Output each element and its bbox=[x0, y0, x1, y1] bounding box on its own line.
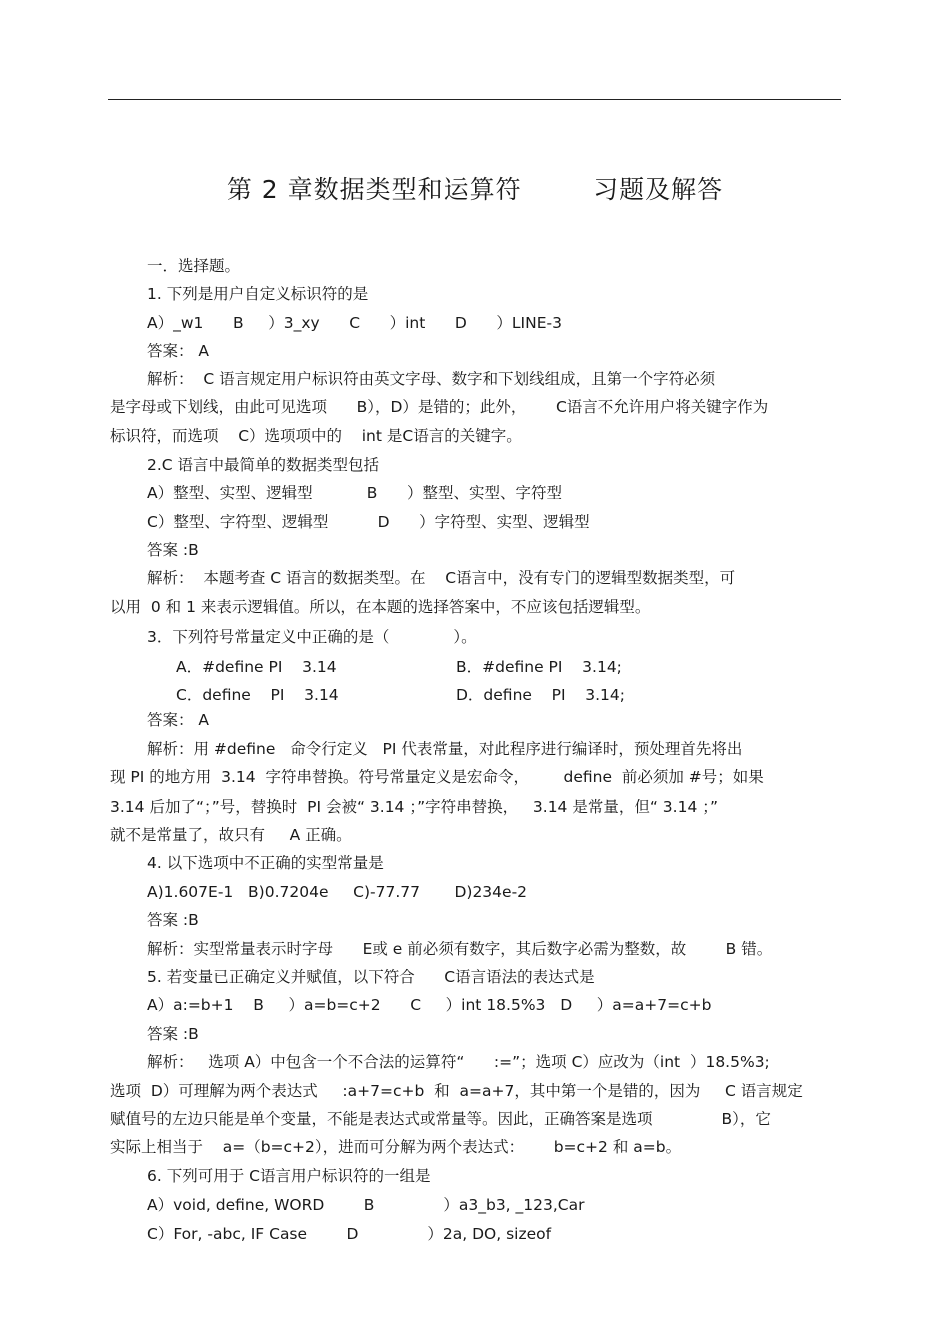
question-6: 6. 下列可用于 C语言用户标识符的一组是 bbox=[147, 1167, 431, 1185]
question-5-explanation: 选项 D）可理解为两个表达式 :a+7=c+b 和 a=a+7，其中第一个是错的，因为 C 语言规定 bbox=[110, 1082, 803, 1100]
question-3-option-c: C．define PI 3.14 bbox=[176, 686, 339, 704]
question-5-explanation: 解析： 选项 A）中包含一个不合法的运算符“ :=”；选项 C）应改为（int ）18.5%3; bbox=[147, 1053, 770, 1071]
question-4-answer: 答案 :B bbox=[147, 911, 199, 929]
question-5-answer: 答案 :B bbox=[147, 1025, 199, 1043]
section-heading: 一．选择题。 bbox=[147, 257, 241, 275]
question-3-option-d: D．define PI 3.14; bbox=[456, 686, 626, 704]
question-3-answer: 答案： A bbox=[147, 711, 210, 729]
question-2-explanation: 解析： 本题考查 C 语言的数据类型。在 C语言中，没有专门的逻辑型数据类型，可 bbox=[147, 569, 736, 587]
question-3-explanation: 解析：用 #define 命令行定义 PI 代表常量，对此程序进行编译时，预处理首先将出 bbox=[147, 740, 743, 758]
question-3: 3．下列符号常量定义中正确的是（ ）。 bbox=[147, 628, 477, 646]
question-4-explanation: 解析：实型常量表示时字母 E或 e 前必须有数字，其后数字必需为整数，故 B 错。 bbox=[147, 940, 773, 958]
question-3-explanation: 就不是常量了，故只有 A 正确。 bbox=[110, 826, 352, 844]
question-5-explanation: 赋值号的左边只能是单个变量，不能是表达式或常量等。因此，正确答案是选项 B），它 bbox=[110, 1110, 771, 1128]
question-1: 1. 下列是用户自定义标识符的是 bbox=[147, 285, 369, 303]
question-2-explanation: 以用 0 和 1 来表示逻辑值。所以，在本题的选择答案中，不应该包括逻辑型。 bbox=[110, 598, 651, 616]
question-3-option-a: A．#define PI 3.14 bbox=[176, 658, 337, 676]
question-6-options: C）For, -abc, IF Case D ）2a, DO, sizeof bbox=[147, 1225, 552, 1243]
question-1-answer: 答案： A bbox=[147, 342, 210, 360]
question-1-explanation: 是字母或下划线，由此可见选项 B），D）是错的；此外， C语言不允许用户将关键字作为 bbox=[110, 398, 769, 416]
question-3-option-b: B．#define PI 3.14; bbox=[456, 658, 622, 676]
question-1-explanation: 标识符，而选项 C）选项项中的 int 是C语言的关键字。 bbox=[110, 427, 522, 445]
question-5-options: A）a:=b+1 B ）a=b=c+2 C ）int 18.5%3 D ）a=a+7=c+b bbox=[147, 996, 712, 1014]
question-3-explanation: 3.14 后加了“；”号，替换时 PI 会被“ 3.14 ；”字符串替换， 3.14 是常量，但“ 3.14 ；” bbox=[110, 798, 719, 816]
question-3-explanation: 现 PI 的地方用 3.14 字符串替换。符号常量定义是宏命令， define 前必须加 #号；如果 bbox=[110, 768, 764, 786]
question-1-explanation: 解析： C 语言规定用户标识符由英文字母、数字和下划线组成，且第一个字符必须 bbox=[147, 370, 716, 388]
question-2-options: C）整型、字符型、逻辑型 D ）字符型、实型、逻辑型 bbox=[147, 513, 590, 531]
question-2: 2.C 语言中最简单的数据类型包括 bbox=[147, 456, 380, 474]
question-2-answer: 答案 :B bbox=[147, 541, 199, 559]
top-rule bbox=[108, 99, 841, 100]
question-1-options: A）_w1 B ）3_xy C ）int D ）LINE-3 bbox=[147, 314, 562, 332]
question-2-options: A）整型、实型、逻辑型 B ）整型、实型、字符型 bbox=[147, 484, 562, 502]
question-5: 5. 若变量已正确定义并赋值，以下符合 C语言语法的表达式是 bbox=[147, 968, 595, 986]
question-4-options: A)1.607E-1 B)0.7204e C)-77.77 D)234e-2 bbox=[147, 883, 528, 901]
question-4: 4. 以下选项中不正确的实型常量是 bbox=[147, 854, 384, 872]
question-5-explanation: 实际上相当于 a=（b=c+2），进而可分解为两个表达式： b=c+2 和 a=b。 bbox=[110, 1138, 682, 1156]
question-6-options: A）void, define, WORD B ）a3_b3, _123,Car bbox=[147, 1196, 585, 1214]
chapter-title: 第 2 章数据类型和运算符 习题及解答 bbox=[226, 175, 724, 204]
